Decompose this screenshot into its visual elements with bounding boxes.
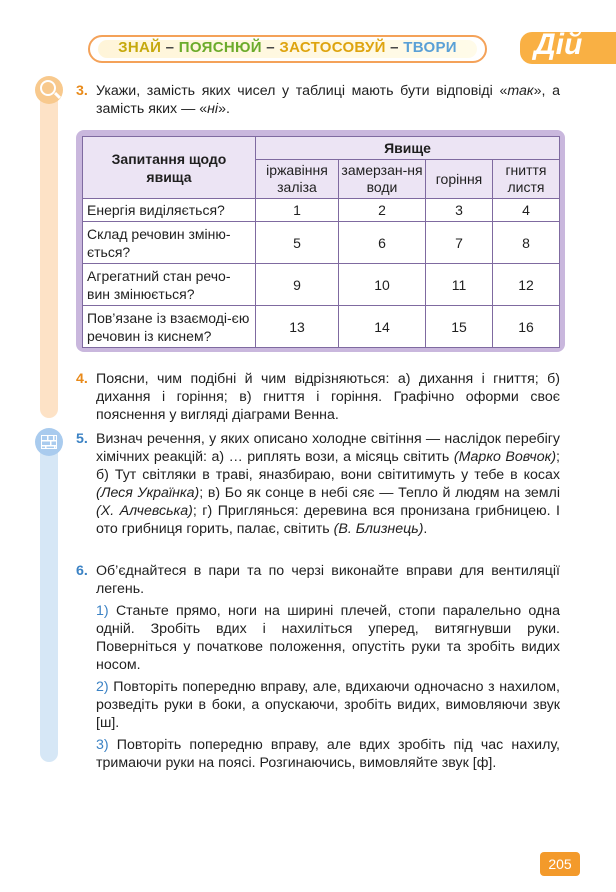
- col-header-1: іржавіння заліза: [256, 160, 339, 199]
- diy-tab: [520, 28, 616, 64]
- rail-blue: [40, 432, 58, 762]
- bricks-icon: [35, 428, 63, 456]
- col-header-3: горіння: [426, 160, 493, 199]
- banner-dash-1: –: [165, 39, 175, 56]
- exercise-1: 1) Станьте прямо, ноги на ширині плечей, стопи паралельно одна одній. Зробіть вдих і нахиліться уперед, витягнувши руки. Поверніться у початкове положення, опустіть руки та зробіть видих носом.: [96, 603, 560, 673]
- banner-dash-2: –: [266, 39, 275, 56]
- row-question: Склад речовин зміню-ється?: [83, 222, 256, 264]
- cell-value: 14: [339, 306, 426, 348]
- cell-value: 8: [493, 222, 560, 264]
- question-header: Запитання щодо явища: [83, 137, 256, 199]
- phenomenon-header: Явище: [256, 137, 560, 160]
- cell-value: 15: [426, 306, 493, 348]
- banner-znai: ЗНАЙ: [118, 39, 162, 56]
- cell-value: 6: [339, 222, 426, 264]
- magnifier-icon: [35, 76, 63, 104]
- row-question: Енергія виділяється?: [83, 199, 256, 222]
- cell-value: 5: [256, 222, 339, 264]
- cell-value: 9: [256, 264, 339, 306]
- banner-poyasniuy: ПОЯСНЮЙ: [178, 39, 262, 56]
- task5-text: Визнач речення, у яких описано холодне світіння — наслідок перебігу хімічних реакцій: а) … риплять вози, а місяць світить (Марко Вовчок); б) Тут світляки в траві, яназбираю, вони світитимуть у тебе в косах (Леся Українка); в) Бо як сонце в небі сяє — Тепло й людям на землі (Х. Алчевська); г) Приглянься: деревина вся пронизана грибницею. І ото грибниця горить, палає, світить (В. Близнець).: [96, 431, 560, 537]
- banner-dash-3: –: [390, 39, 399, 56]
- phenomena-table-frame: [76, 130, 565, 352]
- col-header-4: гниття листя: [493, 160, 560, 199]
- phenomena-table: [82, 136, 560, 348]
- cell-value: 11: [426, 264, 493, 306]
- cell-value: 10: [339, 264, 426, 306]
- row-question: Агрегатний стан речо-вин змінюється?: [83, 264, 256, 306]
- cell-value: 16: [493, 306, 560, 348]
- rail-orange: [40, 88, 58, 418]
- exercise-2: 2) Повторіть попередню вправу, але, вдихаючи одночасно з нахилом, розведіть руки в боки, а опускаючи, зробіть видих, вимовляючи звук [ш].: [96, 679, 560, 731]
- banner-tvory: ТВОРИ: [403, 39, 457, 56]
- cell-value: 13: [256, 306, 339, 348]
- diy-label: Дій: [534, 28, 583, 61]
- task3-number: 3.: [76, 83, 88, 99]
- col-header-2: замерзан-ня води: [339, 160, 426, 199]
- task3-text: Укажи, замість яких чисел у таблиці мають бути відповіді «так», а замість яких — «ні».: [96, 83, 560, 117]
- page-number: 205: [540, 852, 580, 876]
- task6-number: 6.: [76, 563, 88, 579]
- cell-value: 2: [339, 199, 426, 222]
- cell-value: 12: [493, 264, 560, 306]
- row-question: Пов’язане із взаємоді-єю речовин із киснем?: [83, 306, 256, 348]
- cell-value: 4: [493, 199, 560, 222]
- task5-number: 5.: [76, 431, 88, 447]
- task6-intro: Об’єднайтеся в пари та по черзі виконайте вправи для вентиляції легень.: [96, 563, 560, 597]
- task4-text: Поясни, чим подібні й чим відрізняються: а) дихання і гниття; б) дихання і горіння; в) гниття і горіння. Графічно оформи своє пояснення у вигляді діаграми Венна.: [96, 371, 560, 423]
- task4-number: 4.: [76, 371, 88, 387]
- task6-text: [76, 562, 560, 772]
- banner-zastosovuy: ЗАСТОСОВУЙ: [279, 39, 386, 56]
- cell-value: 1: [256, 199, 339, 222]
- cell-value: 7: [426, 222, 493, 264]
- section-banner: [88, 35, 487, 63]
- cell-value: 3: [426, 199, 493, 222]
- exercise-3: 3) Повторіть попередню вправу, але вдих зробіть під час нахилу, тримаючи руки на поясі. Розгинаючись, вимовляйте звук [ф].: [96, 737, 560, 771]
